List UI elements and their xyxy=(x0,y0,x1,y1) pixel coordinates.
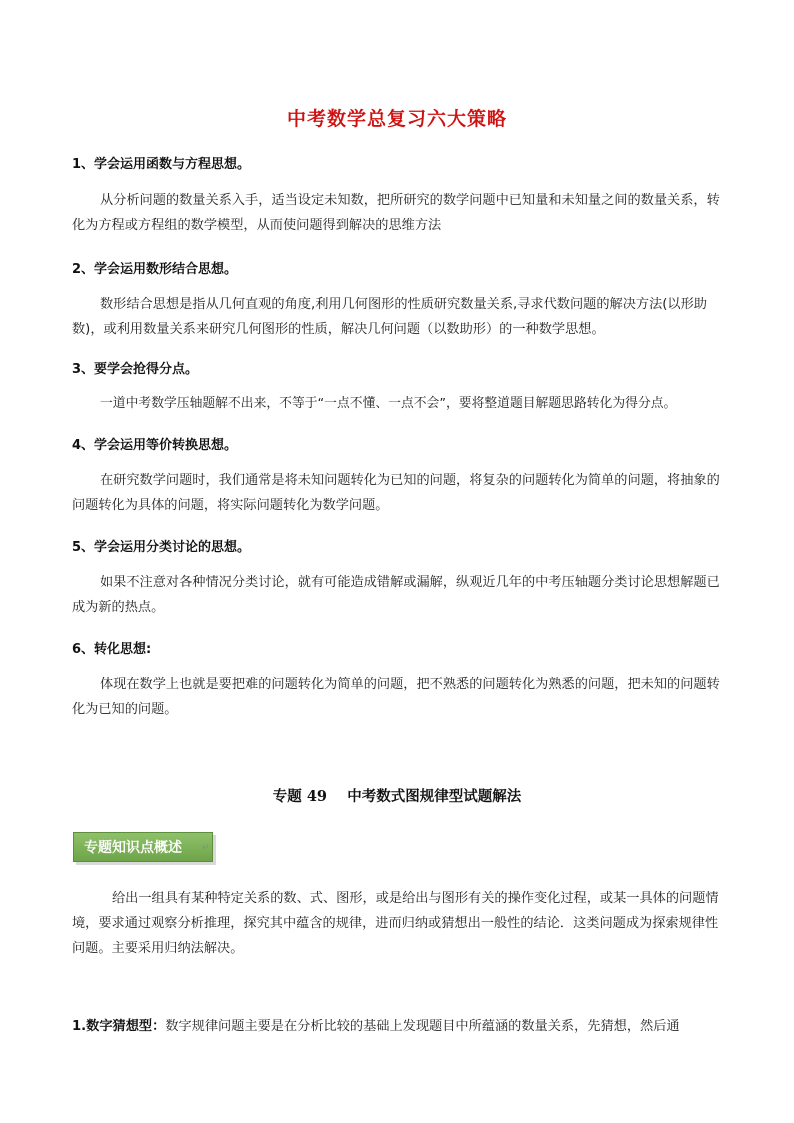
section-2-body xyxy=(72,292,724,342)
section-1-body xyxy=(72,188,724,238)
section-2-heading: 2、学会运用数形结合思想。 xyxy=(72,262,238,277)
main-title: 中考数学总复习六大策略 xyxy=(286,108,507,130)
point-1-text: 数字规律问题主要是在分析比较的基础上发现题目中所蕴涵的数量关系，先猜想，然后通 xyxy=(165,1019,680,1034)
section-1-body-text: 从分析问题的数量关系入手，适当设定未知数，把所研究的数学问题中已知量和未知量之间的数量关系，转化为方程或方程组的数学模型，从而使问题得到解决的思维方法 xyxy=(72,193,720,233)
section-3-body-text: 一道中考数学压轴题解不出来，不等于“一点不懂、一点不会”，要将整道题目解题思路转化为得分点。 xyxy=(100,396,677,411)
section-6-body-text: 体现在数学上也就是要把难的问题转化为简单的问题，把不熟悉的问题转化为熟悉的问题，把未知的问题转化为已知的问题。 xyxy=(72,677,720,717)
topic-title: 专题 49 中考数式图规律型试题解法 xyxy=(272,788,522,805)
knowledge-overview-badge xyxy=(73,832,213,862)
intro-paragraph xyxy=(72,886,724,961)
section-2-body-text: 数形结合思想是指从几何直观的角度,利用几何图形的性质研究数量关系,寻求代数问题的解决方法(以形助数)，或利用数量关系来研究几何图形的性质，解决几何问题（以数助形）的一种数学思想。 xyxy=(72,297,707,337)
section-5-heading: 5、学会运用分类讨论的思想。 xyxy=(72,540,251,555)
section-5-body xyxy=(72,570,724,620)
section-4-body-text: 在研究数学问题时，我们通常是将未知问题转化为已知的问题，将复杂的问题转化为简单的问题，将抽象的问题转化为具体的问题，将实际问题转化为数学问题。 xyxy=(72,473,720,513)
intro-text: 给出一组具有某种特定关系的数、式、图形，或是给出与图形有关的操作变化过程，或某一具体的问题情境，要求通过观察分析推理，探究其中蕴含的规律，进而归纳或猜想出一般性的结论．这类问题成为探索规律性问题。主要采用归纳法解决。 xyxy=(72,891,719,956)
section-6-body xyxy=(72,672,724,722)
section-1-heading: 1、学会运用函数与方程思想。 xyxy=(72,157,251,172)
paragraph-mark-icon: ↵ xyxy=(202,843,210,853)
section-6-heading: 6、转化思想: xyxy=(72,642,152,657)
section-4-body xyxy=(72,468,724,518)
badge-label: 专题知识点概述 xyxy=(84,840,182,856)
section-3-heading: 3、要学会抢得分点。 xyxy=(72,362,199,377)
point-1-line xyxy=(72,1015,732,1034)
section-4-heading: 4、学会运用等价转换思想。 xyxy=(72,438,238,453)
section-5-body-text: 如果不注意对各种情况分类讨论，就有可能造成错解或漏解，纵观近几年的中考压轴题分类讨论思想解题已成为新的热点。 xyxy=(72,575,720,615)
point-1-label: 1.数字猜想型： xyxy=(72,1019,166,1034)
section-3-body xyxy=(72,391,752,416)
